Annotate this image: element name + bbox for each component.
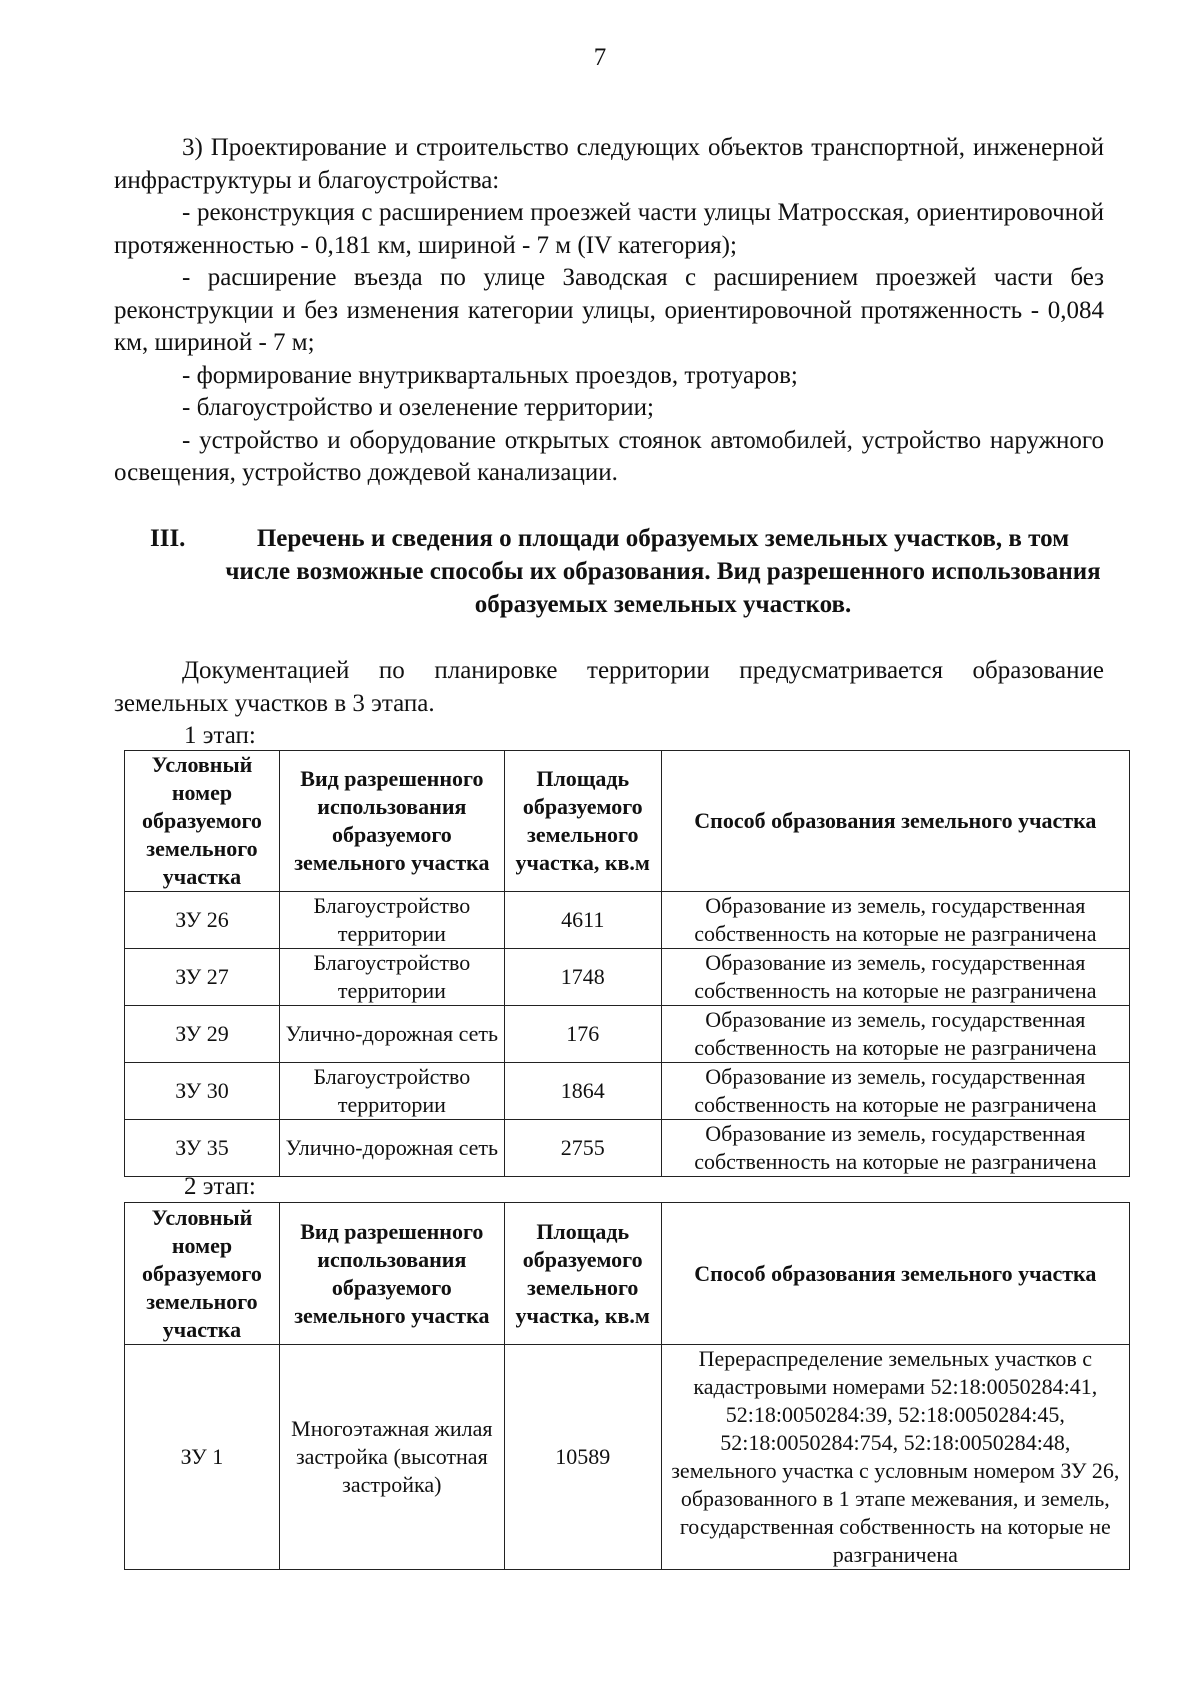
intro-paragraph: 3) Проектирование и строительство следующих объектов транспортной, инженерной инфраструктуры и благоустройства:: [114, 134, 1104, 194]
stage-1-table: [124, 750, 1130, 1177]
area-cell: 2755: [504, 1120, 661, 1177]
intro-list-item: - устройство и оборудование открытых стоянок автомобилей, устройство наружного освещения, устройство дождевой канализации.: [114, 426, 1104, 486]
permitted-use-cell: Благоустройство территории: [279, 949, 504, 1006]
body-paragraph: Документацией по планировке территории предусматривается образование земельных участков в 3 этапа.: [114, 657, 1104, 717]
header-plot-number: Условный номер образуемого земельного участка: [125, 751, 280, 892]
table-row: [125, 892, 1130, 949]
table-header-row: [125, 751, 1130, 892]
intro-list-item: - реконструкция с расширением проезжей части улицы Матросская, ориентировочной протяженностью - 0,181 км, шириной - 7 м (IV категория);: [114, 199, 1104, 259]
header-plot-number: Условный номер образуемого земельного участка: [125, 1203, 280, 1345]
stage-2-label: 2 этап:: [184, 1173, 256, 1200]
plot-number-cell: ЗУ 27: [125, 949, 280, 1006]
header-area: Площадь образуемого земельного участка, кв.м: [504, 1203, 661, 1345]
permitted-use-cell: Улично-дорожная сеть: [279, 1120, 504, 1177]
permitted-use-cell: Многоэтажная жилая застройка (высотная застройка): [279, 1345, 504, 1570]
plot-number-cell: ЗУ 1: [125, 1345, 280, 1570]
table-row: [125, 1063, 1130, 1120]
formation-method-cell: Перераспределение земельных участков с кадастровыми номерами 52:18:0050284:41, 52:18:0050284:39, 52:18:0050284:45, 52:18:0050284:754, 52:18:0050284:48, земельного участка с условным номером ЗУ 26, образованного в 1 этапе межевания, и земель, государственная собственность на которые не разграничена: [661, 1345, 1129, 1570]
permitted-use-cell: Благоустройство территории: [279, 1063, 504, 1120]
stage-2-table: [124, 1202, 1130, 1570]
table-row: [125, 1345, 1130, 1570]
section-number: III.: [150, 525, 186, 552]
table-row: [125, 1006, 1130, 1063]
header-permitted-use: Вид разрешенного использования образуемого земельного участка: [279, 751, 504, 892]
section-heading: [150, 522, 1104, 621]
area-cell: 1864: [504, 1063, 661, 1120]
page-number: 7: [593, 44, 607, 71]
plot-number-cell: ЗУ 35: [125, 1120, 280, 1177]
formation-method-cell: Образование из земель, государственная собственность на которые не разграничена: [661, 892, 1129, 949]
header-formation-method: Способ образования земельного участка: [661, 751, 1129, 892]
formation-method-cell: Образование из земель, государственная собственность на которые не разграничена: [661, 1006, 1129, 1063]
formation-method-cell: Образование из земель, государственная собственность на которые не разграничена: [661, 1120, 1129, 1177]
intro-list-item: - формирование внутриквартальных проездов, тротуаров;: [182, 361, 798, 389]
stage-1-label: 1 этап:: [184, 722, 256, 749]
formation-method-cell: Образование из земель, государственная собственность на которые не разграничена: [661, 949, 1129, 1006]
plot-number-cell: ЗУ 30: [125, 1063, 280, 1120]
permitted-use-cell: Улично-дорожная сеть: [279, 1006, 504, 1063]
header-area: Площадь образуемого земельного участка, кв.м: [504, 751, 661, 892]
header-formation-method: Способ образования земельного участка: [661, 1203, 1129, 1345]
table-row: [125, 1120, 1130, 1177]
intro-block: [114, 132, 1104, 490]
area-cell: 1748: [504, 949, 661, 1006]
area-cell: 4611: [504, 892, 661, 949]
intro-list-item: - расширение въезда по улице Заводская с расширением проезжей части без реконструкции и без изменения категории улицы, ориентировочной протяженность - 0,084 км, шириной - 7 м;: [114, 264, 1104, 356]
table-row: [125, 949, 1130, 1006]
plot-number-cell: ЗУ 26: [125, 892, 280, 949]
header-permitted-use: Вид разрешенного использования образуемого земельного участка: [279, 1203, 504, 1345]
permitted-use-cell: Благоустройство территории: [279, 892, 504, 949]
area-cell: 10589: [504, 1345, 661, 1570]
intro-list-item: - благоустройство и озеленение территории;: [182, 394, 654, 421]
section-title: Перечень и сведения о площади образуемых земельных участков, в том числе возможные способы их образования. Вид разрешенного использования образуемых земельных участков.: [225, 525, 1101, 618]
table-header-row: [125, 1203, 1130, 1345]
plot-number-cell: ЗУ 29: [125, 1006, 280, 1063]
area-cell: 176: [504, 1006, 661, 1063]
formation-method-cell: Образование из земель, государственная собственность на которые не разграничена: [661, 1063, 1129, 1120]
